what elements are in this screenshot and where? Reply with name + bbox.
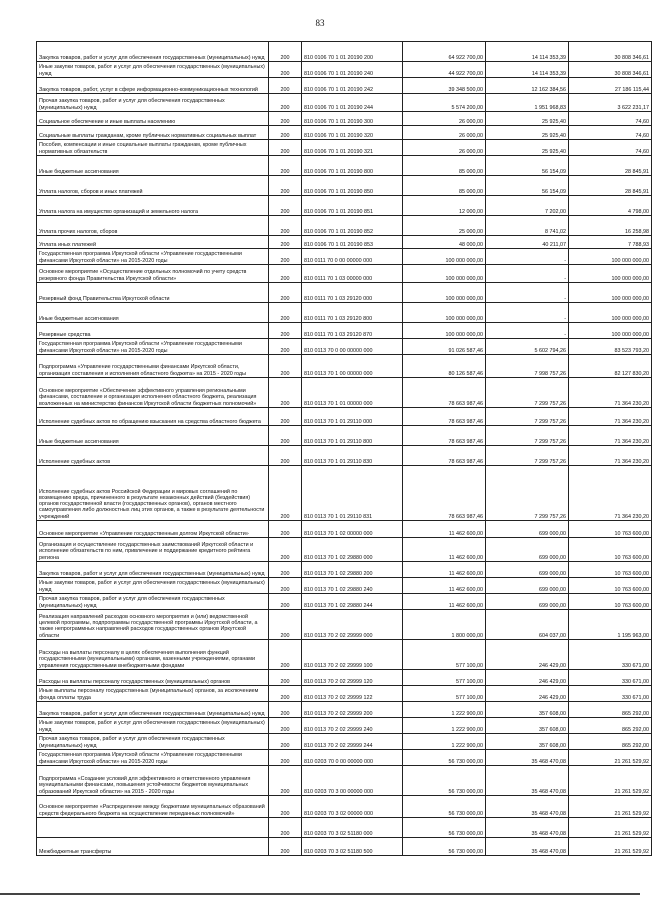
table-row <box>37 408 652 426</box>
row-remaining-cell: 71 364 230,20 <box>569 466 652 521</box>
row-name-cell: Пособия, компенсации и иные социальные выплаты гражданам, кроме публичных нормативных обязательств <box>37 140 269 156</box>
row-executed-cell: 7 299 757,26 <box>486 466 569 521</box>
row-code-cell: 810 0203 70 0 00 00000 000 <box>302 750 403 766</box>
row-name-cell: Иные выплаты персоналу государственных (муниципальных) органов, за исключением фонда оплаты труда <box>37 686 269 702</box>
row-executed-cell: 25 925,40 <box>486 140 569 156</box>
row-name-cell: Государственная программа Иркутской области «Управление государственными финансами Иркутской области» на 2015-2020 годы <box>37 339 269 355</box>
row-name-cell: Иные закупки товаров, работ и услуг для обеспечения государственных (муниципальных) нужд <box>37 578 269 594</box>
row-executed-cell: 56 154,09 <box>486 176 569 196</box>
row-code-cell: 810 0113 70 1 02 29880 200 <box>302 562 403 578</box>
row-grbs-cell: 200 <box>269 62 302 78</box>
row-name-cell: Закупка товаров, работ и услуг для обеспечения государственных (муниципальных) нужд <box>37 562 269 578</box>
row-grbs-cell: 200 <box>269 521 302 538</box>
table-row <box>37 640 652 670</box>
row-code-cell: 810 0113 70 2 02 29999 122 <box>302 686 403 702</box>
row-executed-cell: 5 602 794,26 <box>486 339 569 355</box>
row-executed-cell: 35 468 470,08 <box>486 818 569 838</box>
row-executed-cell: 8 741,02 <box>486 216 569 236</box>
row-grbs-cell: 200 <box>269 408 302 426</box>
row-code-cell: 810 0113 70 1 01 00000 000 <box>302 378 403 408</box>
row-name-cell: Подпрограмма «Создание условий для эффективного и ответственного управления муниципальными финансами, повышения устойчивости бюджетов муниципальных образований Иркутской области» на 2015 - 2020 годы <box>37 766 269 796</box>
row-remaining-cell: 330 671,00 <box>569 640 652 670</box>
table-row <box>37 610 652 640</box>
row-executed-cell: 699 000,00 <box>486 562 569 578</box>
row-executed-cell: 246 429,00 <box>486 686 569 702</box>
row-name-cell: Уплата налогов, сборов и иных платежей <box>37 176 269 196</box>
row-code-cell: 810 0106 70 1 01 20190 851 <box>302 196 403 216</box>
row-name-cell: Государственная программа Иркутской области «Управление государственными финансами Иркутской области» на 2015-2020 годы <box>37 249 269 265</box>
row-grbs-cell: 200 <box>269 126 302 140</box>
row-remaining-cell: 100 000 000,00 <box>569 249 652 265</box>
row-approved-cell: 577 100,00 <box>403 670 486 686</box>
row-executed-cell: 40 211,07 <box>486 236 569 249</box>
row-grbs-cell: 200 <box>269 718 302 734</box>
row-approved-cell: 78 663 987,46 <box>403 408 486 426</box>
row-approved-cell: 44 922 700,00 <box>403 62 486 78</box>
table-row <box>37 378 652 408</box>
row-remaining-cell: 21 261 529,92 <box>569 796 652 818</box>
table-row <box>37 446 652 466</box>
row-remaining-cell: 71 364 230,20 <box>569 446 652 466</box>
row-name-cell: Прочая закупка товаров, работ и услуг для обеспечения государственных (муниципальных) нужд <box>37 734 269 750</box>
row-code-cell: 810 0106 70 1 01 20190 852 <box>302 216 403 236</box>
row-executed-cell: 25 925,40 <box>486 126 569 140</box>
row-code-cell: 810 0113 70 2 02 29999 100 <box>302 640 403 670</box>
row-code-cell: 810 0111 70 0 00 00000 000 <box>302 249 403 265</box>
row-remaining-cell: 74,60 <box>569 126 652 140</box>
row-name-cell: Основное мероприятие «Распределение между бюджетами муниципальных образований средств федерального бюджета на осуществление переданных полномочий» <box>37 796 269 818</box>
row-approved-cell: 11 462 600,00 <box>403 578 486 594</box>
row-executed-cell: 699 000,00 <box>486 538 569 562</box>
row-approved-cell: 56 730 000,00 <box>403 796 486 818</box>
row-code-cell: 810 0113 70 1 02 29880 240 <box>302 578 403 594</box>
row-name-cell: Уплата иных платежей <box>37 236 269 249</box>
row-approved-cell: 48 000,00 <box>403 236 486 249</box>
row-executed-cell: 25 925,40 <box>486 112 569 126</box>
row-approved-cell: 100 000 000,00 <box>403 323 486 339</box>
row-remaining-cell: 83 523 793,20 <box>569 339 652 355</box>
table-body <box>37 42 652 856</box>
row-remaining-cell: 21 261 529,92 <box>569 818 652 838</box>
table-row <box>37 578 652 594</box>
row-code-cell: 810 0113 70 1 02 00000 000 <box>302 521 403 538</box>
row-remaining-cell: 7 788,93 <box>569 236 652 249</box>
row-remaining-cell: 100 000 000,00 <box>569 303 652 323</box>
table-row <box>37 78 652 94</box>
row-remaining-cell: 71 364 230,20 <box>569 408 652 426</box>
row-approved-cell: 80 126 587,46 <box>403 355 486 378</box>
row-remaining-cell: 27 186 115,44 <box>569 78 652 94</box>
row-name-cell: Исполнение судебных актов <box>37 446 269 466</box>
row-executed-cell: 246 429,00 <box>486 670 569 686</box>
table-row <box>37 62 652 78</box>
table-row <box>37 303 652 323</box>
row-executed-cell: 14 114 353,39 <box>486 62 569 78</box>
row-name-cell: Закупка товаров, работ, услуг в сфере информационно-коммуникационных технологий <box>37 78 269 94</box>
row-grbs-cell: 200 <box>269 283 302 303</box>
row-code-cell: 810 0106 70 1 01 20190 850 <box>302 176 403 196</box>
row-name-cell: Реализация направлений расходов основного мероприятия и (или) ведомственной целевой программы, подпрограммы государственной программы Иркутской области, а также непрограммных направлений расходов государственных органов Иркутской области <box>37 610 269 640</box>
row-grbs-cell: 200 <box>269 838 302 856</box>
row-approved-cell: 56 730 000,00 <box>403 750 486 766</box>
row-name-cell: Организация и осуществление государственных заимствований Иркутской области и исполнение обязательств по ним, привлечение и поддержание кредитного рейтинга региона <box>37 538 269 562</box>
row-code-cell: 810 0111 70 1 03 00000 000 <box>302 265 403 283</box>
row-code-cell: 810 0113 70 0 00 00000 000 <box>302 339 403 355</box>
row-name-cell: Уплата прочих налогов, сборов <box>37 216 269 236</box>
row-approved-cell: 25 000,00 <box>403 216 486 236</box>
row-executed-cell: 604 037,00 <box>486 610 569 640</box>
row-executed-cell: - <box>486 303 569 323</box>
table-row <box>37 562 652 578</box>
row-approved-cell: 1 222 900,00 <box>403 718 486 734</box>
table-row <box>37 686 652 702</box>
row-executed-cell: 35 468 470,08 <box>486 796 569 818</box>
budget-execution-table <box>36 41 652 856</box>
row-approved-cell: 39 348 500,00 <box>403 78 486 94</box>
row-approved-cell: 577 100,00 <box>403 686 486 702</box>
row-executed-cell: 1 951 968,83 <box>486 94 569 112</box>
row-grbs-cell: 200 <box>269 355 302 378</box>
row-grbs-cell: 200 <box>269 339 302 355</box>
table-row <box>37 216 652 236</box>
row-code-cell: 810 0106 70 1 01 20190 300 <box>302 112 403 126</box>
row-grbs-cell: 200 <box>269 426 302 446</box>
row-remaining-cell: 28 845,91 <box>569 176 652 196</box>
row-executed-cell: 357 608,00 <box>486 718 569 734</box>
row-grbs-cell: 200 <box>269 196 302 216</box>
table-row <box>37 750 652 766</box>
row-remaining-cell: 330 671,00 <box>569 686 652 702</box>
table-row <box>37 818 652 838</box>
row-grbs-cell: 200 <box>269 702 302 718</box>
row-remaining-cell: 865 292,00 <box>569 702 652 718</box>
row-remaining-cell: 71 364 230,20 <box>569 426 652 446</box>
row-grbs-cell: 200 <box>269 562 302 578</box>
row-executed-cell: 14 114 353,39 <box>486 42 569 62</box>
row-code-cell: 810 0113 70 1 00 00000 000 <box>302 355 403 378</box>
table-row <box>37 538 652 562</box>
row-name-cell: Закупка товаров, работ и услуг для обеспечения государственных (муниципальных) нужд <box>37 42 269 62</box>
row-remaining-cell: 10 763 600,00 <box>569 521 652 538</box>
table-row <box>37 838 652 856</box>
row-approved-cell: 11 462 600,00 <box>403 521 486 538</box>
row-approved-cell: 11 462 600,00 <box>403 538 486 562</box>
row-remaining-cell: 10 763 600,00 <box>569 538 652 562</box>
row-name-cell: Прочая закупка товаров, работ и услуг для обеспечения государственных (муниципальных) нужд <box>37 594 269 610</box>
row-code-cell: 810 0106 70 1 01 20190 320 <box>302 126 403 140</box>
row-remaining-cell: 3 622 231,17 <box>569 94 652 112</box>
row-code-cell: 810 0106 70 1 01 20190 800 <box>302 156 403 176</box>
row-grbs-cell: 200 <box>269 594 302 610</box>
table-row <box>37 176 652 196</box>
row-remaining-cell: 100 000 000,00 <box>569 283 652 303</box>
row-executed-cell: 7 202,00 <box>486 196 569 216</box>
row-name-cell: Иные закупки товаров, работ и услуг для обеспечения государственных (муниципальных) нужд <box>37 62 269 78</box>
row-name-cell: Прочая закупка товаров, работ и услуг для обеспечения государственных (муниципальных) нужд <box>37 94 269 112</box>
row-name-cell: Резервный фонд Правительства Иркутской области <box>37 283 269 303</box>
row-name-cell: Социальные выплаты гражданам, кроме публичных нормативных социальных выплат <box>37 126 269 140</box>
table-row <box>37 94 652 112</box>
row-code-cell: 810 0203 70 3 02 51180 500 <box>302 838 403 856</box>
row-grbs-cell: 200 <box>269 670 302 686</box>
row-executed-cell: 35 468 470,08 <box>486 766 569 796</box>
table-row <box>37 355 652 378</box>
row-executed-cell: - <box>486 265 569 283</box>
row-code-cell: 810 0113 70 1 01 29110 830 <box>302 446 403 466</box>
row-remaining-cell: 21 261 529,92 <box>569 750 652 766</box>
row-executed-cell: 7 299 757,26 <box>486 378 569 408</box>
row-executed-cell: 7 299 757,26 <box>486 446 569 466</box>
row-code-cell: 810 0113 70 2 02 29999 000 <box>302 610 403 640</box>
row-approved-cell: 1 222 900,00 <box>403 734 486 750</box>
row-code-cell: 810 0111 70 1 03 29120 870 <box>302 323 403 339</box>
row-grbs-cell: 200 <box>269 640 302 670</box>
row-code-cell: 810 0113 70 1 01 29110 831 <box>302 466 403 521</box>
row-code-cell: 810 0113 70 2 02 29999 120 <box>302 670 403 686</box>
row-grbs-cell: 200 <box>269 796 302 818</box>
row-name-cell: Основное мероприятие «Управление государственным долгом Иркутской области» <box>37 521 269 538</box>
row-code-cell: 810 0111 70 1 03 29120 800 <box>302 303 403 323</box>
table-row <box>37 718 652 734</box>
row-name-cell: Исполнение судебных актов Российской Федерации и мировых соглашений по возмещению вреда, причиненного в результате незаконных действий (бездействия) органов государственной власти (государственных органов), органов местного самоуправления либо должностных лиц этих органов, а также в результате деятельности учреждений <box>37 466 269 521</box>
row-remaining-cell: 10 763 600,00 <box>569 594 652 610</box>
table-row <box>37 196 652 216</box>
table-row <box>37 521 652 538</box>
table-row <box>37 249 652 265</box>
row-approved-cell: 78 663 987,46 <box>403 446 486 466</box>
row-grbs-cell: 200 <box>269 216 302 236</box>
row-name-cell: Иные бюджетные ассигнования <box>37 303 269 323</box>
table-row <box>37 265 652 283</box>
row-approved-cell: 11 462 600,00 <box>403 562 486 578</box>
row-remaining-cell: 4 798,00 <box>569 196 652 216</box>
row-remaining-cell: 30 808 346,61 <box>569 62 652 78</box>
row-approved-cell: 26 000,00 <box>403 140 486 156</box>
table-row <box>37 670 652 686</box>
row-grbs-cell: 200 <box>269 156 302 176</box>
row-code-cell: 810 0113 70 2 02 29999 200 <box>302 702 403 718</box>
table-row <box>37 236 652 249</box>
row-executed-cell: 7 299 757,26 <box>486 408 569 426</box>
row-approved-cell: 11 462 600,00 <box>403 594 486 610</box>
row-approved-cell: 5 574 200,00 <box>403 94 486 112</box>
row-approved-cell: 78 663 987,46 <box>403 426 486 446</box>
table-row <box>37 140 652 156</box>
table-row <box>37 283 652 303</box>
row-grbs-cell: 200 <box>269 78 302 94</box>
row-executed-cell: 35 468 470,08 <box>486 838 569 856</box>
row-executed-cell: 7 299 757,26 <box>486 426 569 446</box>
row-code-cell: 810 0106 70 1 01 20190 853 <box>302 236 403 249</box>
row-name-cell: Межбюджетные трансферты <box>37 838 269 856</box>
row-executed-cell: 699 000,00 <box>486 594 569 610</box>
row-code-cell: 810 0203 70 3 02 51180 000 <box>302 818 403 838</box>
row-name-cell: Социальное обеспечение и иные выплаты населению <box>37 112 269 126</box>
table-row <box>37 156 652 176</box>
row-executed-cell: - <box>486 283 569 303</box>
row-grbs-cell: 200 <box>269 42 302 62</box>
row-executed-cell: 357 608,00 <box>486 734 569 750</box>
page-number: 83 <box>315 18 325 28</box>
row-executed-cell: 246 429,00 <box>486 640 569 670</box>
row-code-cell: 810 0106 70 1 01 20190 244 <box>302 94 403 112</box>
row-name-cell: Основное мероприятие «Осуществление отдельных полномочий по учету средств резервного фонда Правительства Иркутской области» <box>37 265 269 283</box>
row-remaining-cell: 865 292,00 <box>569 718 652 734</box>
row-name-cell: Иные бюджетные ассигнования <box>37 426 269 446</box>
row-remaining-cell: 74,60 <box>569 140 652 156</box>
table-row <box>37 594 652 610</box>
table-row <box>37 766 652 796</box>
row-remaining-cell: 330 671,00 <box>569 670 652 686</box>
row-code-cell: 810 0106 70 1 01 20190 200 <box>302 42 403 62</box>
table-row <box>37 42 652 62</box>
row-name-cell: Расходы на выплаты персоналу государственных (муниципальных) органов <box>37 670 269 686</box>
row-remaining-cell: 10 763 600,00 <box>569 562 652 578</box>
row-code-cell: 810 0203 70 3 00 00000 000 <box>302 766 403 796</box>
row-name-cell: Резервные средства <box>37 323 269 339</box>
row-code-cell: 810 0106 70 1 01 20190 240 <box>302 62 403 78</box>
row-remaining-cell: 100 000 000,00 <box>569 323 652 339</box>
bottom-border-line <box>0 893 640 895</box>
table-row <box>37 126 652 140</box>
row-approved-cell: 100 000 000,00 <box>403 303 486 323</box>
table-row <box>37 339 652 355</box>
table-row <box>37 796 652 818</box>
table-row <box>37 702 652 718</box>
row-approved-cell: 1 222 900,00 <box>403 702 486 718</box>
row-grbs-cell: 200 <box>269 176 302 196</box>
row-name-cell: Расходы на выплаты персоналу в целях обеспечения выполнения функций государственными (муниципальными) органами, казенными учреждениями, органами управления государственными внебюджетными фондами <box>37 640 269 670</box>
row-name-cell: Иные бюджетные ассигнования <box>37 156 269 176</box>
row-grbs-cell: 200 <box>269 236 302 249</box>
table-row <box>37 466 652 521</box>
row-grbs-cell: 200 <box>269 446 302 466</box>
row-approved-cell: 577 100,00 <box>403 640 486 670</box>
row-name-cell: Исполнение судебных актов по обращению взыскания на средства областного бюджета <box>37 408 269 426</box>
row-code-cell: 810 0113 70 1 02 29880 000 <box>302 538 403 562</box>
row-approved-cell: 78 663 987,46 <box>403 466 486 521</box>
row-code-cell: 810 0111 70 1 03 29120 000 <box>302 283 403 303</box>
row-executed-cell: 56 154,09 <box>486 156 569 176</box>
row-remaining-cell: 16 258,98 <box>569 216 652 236</box>
row-remaining-cell: 21 261 529,92 <box>569 838 652 856</box>
row-grbs-cell: 200 <box>269 766 302 796</box>
row-approved-cell: 1 800 000,00 <box>403 610 486 640</box>
table-row <box>37 734 652 750</box>
row-remaining-cell: 21 261 529,92 <box>569 766 652 796</box>
row-approved-cell: 12 000,00 <box>403 196 486 216</box>
row-name-cell: Уплата налога на имущество организаций и земельного налога <box>37 196 269 216</box>
table-row <box>37 323 652 339</box>
row-executed-cell: 35 468 470,08 <box>486 750 569 766</box>
row-grbs-cell: 200 <box>269 466 302 521</box>
row-grbs-cell: 200 <box>269 303 302 323</box>
row-executed-cell: - <box>486 323 569 339</box>
row-approved-cell: 56 730 000,00 <box>403 766 486 796</box>
row-executed-cell: 699 000,00 <box>486 521 569 538</box>
row-code-cell: 810 0106 70 1 01 20190 321 <box>302 140 403 156</box>
row-remaining-cell: 30 808 346,61 <box>569 42 652 62</box>
row-approved-cell: 85 000,00 <box>403 156 486 176</box>
row-grbs-cell: 200 <box>269 686 302 702</box>
row-executed-cell: 12 162 384,56 <box>486 78 569 94</box>
row-approved-cell: 91 026 587,46 <box>403 339 486 355</box>
row-code-cell: 810 0113 70 1 01 29110 000 <box>302 408 403 426</box>
row-executed-cell: 7 998 757,26 <box>486 355 569 378</box>
row-remaining-cell: 1 195 963,00 <box>569 610 652 640</box>
row-grbs-cell: 200 <box>269 734 302 750</box>
row-executed-cell: - <box>486 249 569 265</box>
row-grbs-cell: 200 <box>269 610 302 640</box>
row-approved-cell: 78 663 987,46 <box>403 378 486 408</box>
row-executed-cell: 699 000,00 <box>486 578 569 594</box>
row-name-cell: Государственная программа Иркутской области «Управление государственными финансами Иркутской области» на 2015-2020 годы <box>37 750 269 766</box>
row-code-cell: 810 0113 70 1 02 29880 244 <box>302 594 403 610</box>
row-approved-cell: 26 000,00 <box>403 112 486 126</box>
row-name-cell: Закупка товаров, работ и услуг для обеспечения государственных (муниципальных) нужд <box>37 702 269 718</box>
row-code-cell: 810 0113 70 2 02 29999 244 <box>302 734 403 750</box>
row-grbs-cell: 200 <box>269 140 302 156</box>
row-grbs-cell: 200 <box>269 378 302 408</box>
row-grbs-cell: 200 <box>269 750 302 766</box>
row-grbs-cell: 200 <box>269 818 302 838</box>
row-executed-cell: 357 608,00 <box>486 702 569 718</box>
row-approved-cell: 100 000 000,00 <box>403 249 486 265</box>
row-code-cell: 810 0113 70 1 01 29110 800 <box>302 426 403 446</box>
row-remaining-cell: 100 000 000,00 <box>569 265 652 283</box>
table-row <box>37 426 652 446</box>
row-name-cell: Иные закупки товаров, работ и услуг для обеспечения государственных (муниципальных) нужд <box>37 718 269 734</box>
row-remaining-cell: 74,60 <box>569 112 652 126</box>
row-code-cell: 810 0106 70 1 01 20190 242 <box>302 78 403 94</box>
row-name-cell <box>37 818 269 838</box>
row-code-cell: 810 0113 70 2 02 29999 240 <box>302 718 403 734</box>
row-name-cell: Основное мероприятие «Обеспечение эффективного управления региональными финансами, составление и организация исполнения областного бюджета, реализация возложенных на министерство финансов Иркутской области бюджетных полномочий» <box>37 378 269 408</box>
row-remaining-cell: 865 292,00 <box>569 734 652 750</box>
row-code-cell: 810 0203 70 3 02 00000 000 <box>302 796 403 818</box>
row-remaining-cell: 28 845,91 <box>569 156 652 176</box>
row-grbs-cell: 200 <box>269 112 302 126</box>
row-remaining-cell: 82 127 830,20 <box>569 355 652 378</box>
row-grbs-cell: 200 <box>269 578 302 594</box>
row-grbs-cell: 200 <box>269 265 302 283</box>
row-grbs-cell: 200 <box>269 249 302 265</box>
row-approved-cell: 56 730 000,00 <box>403 838 486 856</box>
row-remaining-cell: 10 763 600,00 <box>569 578 652 594</box>
row-name-cell: Подпрограмма «Управление государственными финансами Иркутской области, организация составления и исполнения областного бюджета» на 2015 - 2020 годы <box>37 355 269 378</box>
row-approved-cell: 85 000,00 <box>403 176 486 196</box>
row-approved-cell: 100 000 000,00 <box>403 265 486 283</box>
row-grbs-cell: 200 <box>269 94 302 112</box>
row-approved-cell: 64 922 700,00 <box>403 42 486 62</box>
row-grbs-cell: 200 <box>269 323 302 339</box>
row-approved-cell: 56 730 000,00 <box>403 818 486 838</box>
row-approved-cell: 26 000,00 <box>403 126 486 140</box>
row-remaining-cell: 71 364 230,20 <box>569 378 652 408</box>
row-approved-cell: 100 000 000,00 <box>403 283 486 303</box>
table-row <box>37 112 652 126</box>
row-grbs-cell: 200 <box>269 538 302 562</box>
